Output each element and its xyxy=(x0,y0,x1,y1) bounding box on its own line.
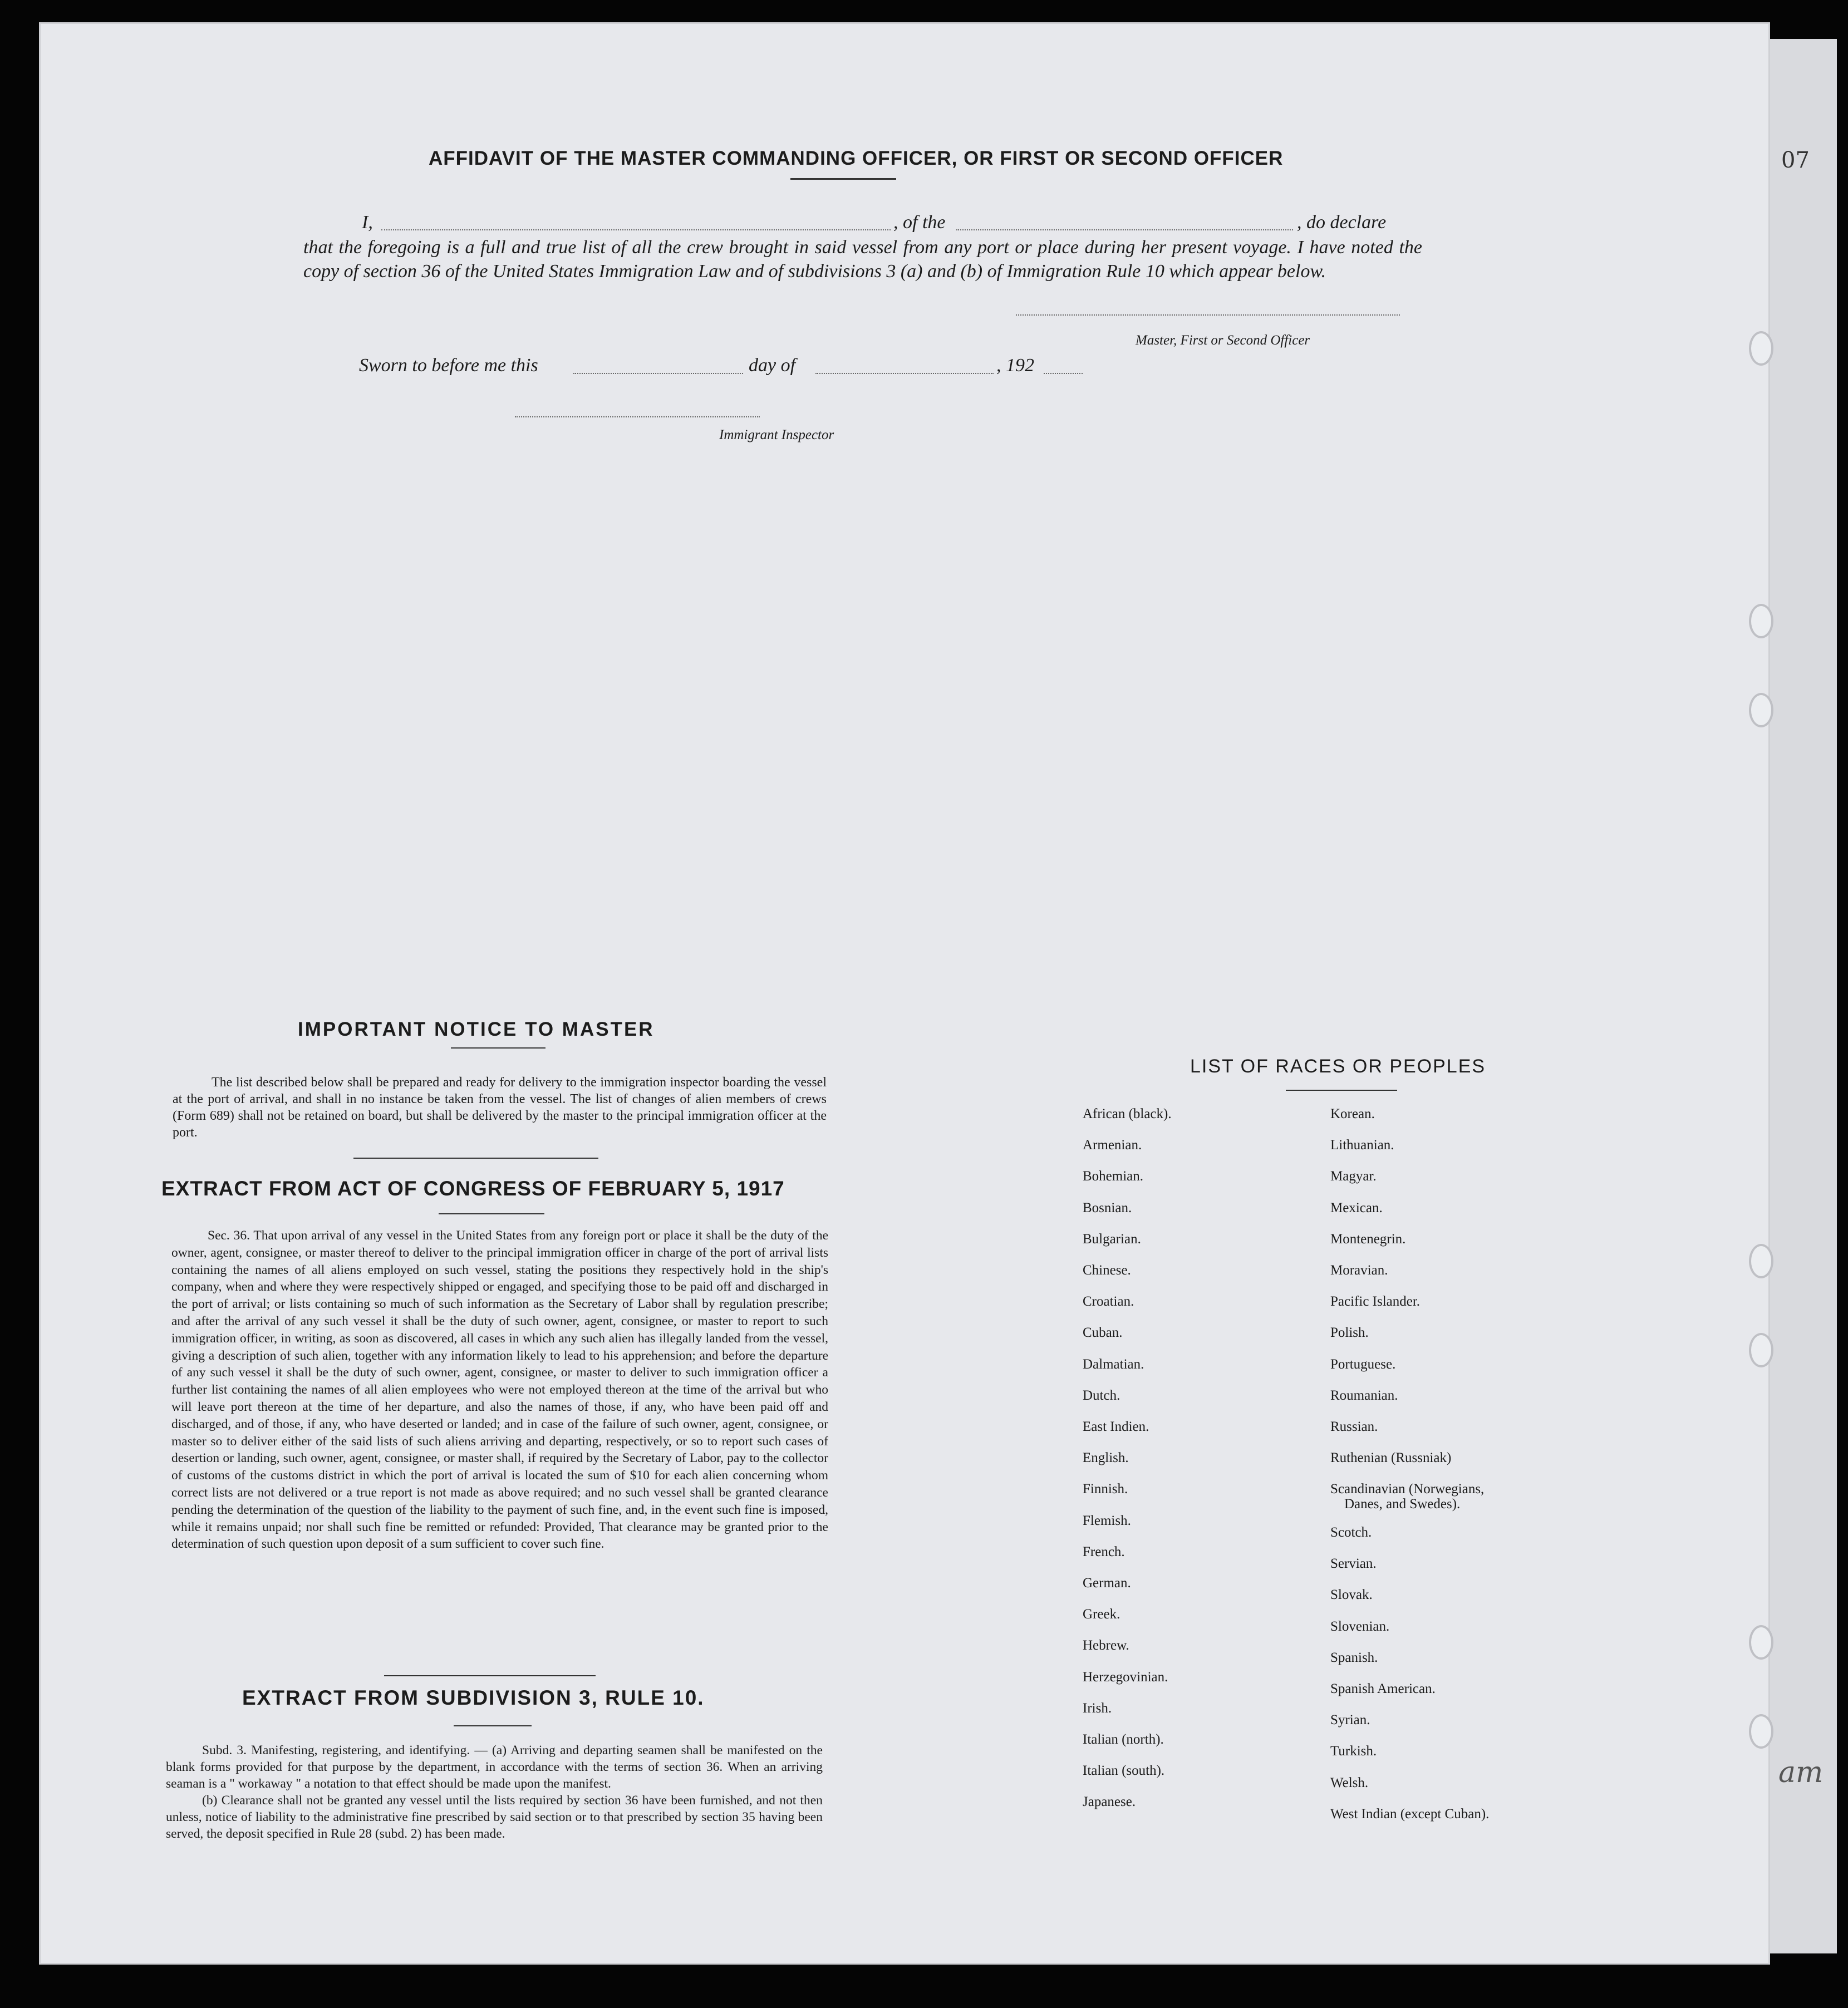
title-underline xyxy=(790,178,896,180)
name-blank xyxy=(381,229,891,230)
race-item: Spanish. xyxy=(1330,1650,1378,1665)
race-item: Turkish. xyxy=(1330,1744,1377,1759)
race-item: Hebrew. xyxy=(1083,1638,1129,1653)
affidavit-title: AFFIDAVIT OF THE MASTER COMMANDING OFFICER, OR FIRST OR SECOND OFFICER xyxy=(429,147,1284,169)
sworn-month-blank xyxy=(815,373,994,374)
notice-text: The list described below shall be prepared and ready for delivery to the immigration inspector boarding the vessel at the port of arrival, and shall in no instance be taken from the vessel. The list of changes of alien members of crews (Form 689) shall not be retained on board, but shall be delivered by the master to the principal immigration officer at the port. xyxy=(173,1075,827,1140)
race-item: Cuban. xyxy=(1083,1325,1123,1341)
race-item: Mexican. xyxy=(1330,1200,1383,1215)
race-item: English. xyxy=(1083,1450,1129,1466)
race-item: German. xyxy=(1083,1576,1131,1591)
sworn-day-blank xyxy=(573,373,743,374)
race-item: Portuguese. xyxy=(1330,1356,1396,1372)
race-item: African (black). xyxy=(1083,1106,1172,1121)
race-item: Finnish. xyxy=(1083,1482,1128,1497)
race-item: Pacific Islander. xyxy=(1330,1294,1421,1310)
sworn-text: Sworn to before me this xyxy=(359,355,538,376)
binder-hole xyxy=(1749,1333,1773,1367)
race-item: Chinese. xyxy=(1083,1263,1131,1278)
race-item: Servian. xyxy=(1330,1556,1377,1572)
race-item: Montenegrin. xyxy=(1330,1231,1406,1247)
handwritten-mark: am xyxy=(1778,1756,1824,1789)
sworn-day-of: day of xyxy=(749,355,796,376)
race-item: Scotch. xyxy=(1330,1524,1372,1540)
race-item: Scandinavian (Norwegians, xyxy=(1330,1482,1485,1497)
race-item: Ruthenian (Russniak) xyxy=(1330,1450,1452,1466)
declare-end: , do declare xyxy=(1297,212,1387,233)
race-item: Slovenian. xyxy=(1330,1618,1390,1634)
binder-hole xyxy=(1749,1714,1773,1749)
race-item: Lithuanian. xyxy=(1330,1138,1394,1153)
race-item: Roumanian. xyxy=(1330,1387,1398,1403)
binder-hole xyxy=(1749,331,1773,366)
races-underline xyxy=(1286,1090,1397,1091)
race-item: Bulgarian. xyxy=(1083,1231,1141,1247)
race-item: Japanese. xyxy=(1083,1794,1136,1810)
declare-i: I, xyxy=(362,212,373,233)
declare-of-the: , of the xyxy=(893,212,946,233)
act-title: EXTRACT FROM ACT OF CONGRESS OF FEBRUARY 5, 1917 xyxy=(161,1177,785,1200)
act-divider xyxy=(384,1675,596,1676)
race-item: West Indian (except Cuban). xyxy=(1330,1806,1490,1822)
race-item: Danes, and Swedes). xyxy=(1344,1497,1461,1512)
binder-hole xyxy=(1749,1625,1773,1660)
subdivision-para-b: (b) Clearance shall not be granted any vessel until the lists required by section 36 have been furnished, and not then unless, notice of liability to the administrative fine prescribed by said section or to that prescribed by section 35 having been served, the deposit specified in Rule 28 (subd. 2) has been made. xyxy=(166,1793,823,1841)
vessel-blank xyxy=(956,229,1293,230)
race-item: Herzegovinian. xyxy=(1083,1669,1168,1685)
race-item: Magyar. xyxy=(1330,1169,1377,1184)
subdivision-underline xyxy=(454,1725,532,1726)
race-item: Syrian. xyxy=(1330,1712,1370,1728)
declaration-text: that the foregoing is a full and true list of all the crew brought in said vessel from any port or place during her present voyage. I have noted the copy of section 36 of the United States Immigration Law and of subdivisions 3 (a) and (b) of Immigration Rule 10 which appear below. xyxy=(303,237,1422,282)
master-signature-label: Master, First or Second Officer xyxy=(1136,333,1310,348)
race-item: Russian. xyxy=(1330,1419,1378,1434)
inspector-signature-blank xyxy=(515,416,760,417)
page-number-mark: 07 xyxy=(1781,147,1810,173)
binder-hole xyxy=(1749,604,1773,638)
race-item: Dutch. xyxy=(1083,1387,1120,1403)
races-title: LIST OF RACES OR PEOPLES xyxy=(1190,1056,1486,1077)
race-item: Spanish American. xyxy=(1330,1681,1436,1696)
race-item: Irish. xyxy=(1083,1700,1112,1716)
sworn-year: , 192 xyxy=(996,355,1034,376)
inspector-signature-label: Immigrant Inspector xyxy=(719,427,834,442)
subdivision-title: EXTRACT FROM SUBDIVISION 3, RULE 10. xyxy=(242,1686,705,1709)
race-item: Welsh. xyxy=(1330,1775,1369,1790)
race-item: Italian (south). xyxy=(1083,1763,1165,1779)
race-item: Italian (north). xyxy=(1083,1732,1164,1747)
race-item: Croatian. xyxy=(1083,1294,1134,1310)
act-underline xyxy=(439,1213,544,1214)
race-item: Armenian. xyxy=(1083,1138,1142,1153)
race-item: Bohemian. xyxy=(1083,1169,1144,1184)
race-item: Flemish. xyxy=(1083,1513,1131,1528)
race-item: Korean. xyxy=(1330,1106,1375,1121)
act-section-text: Sec. 36. That upon arrival of any vessel in the United States from any foreign port or place it shall be the duty of the owner, agent, consignee, or master thereof to deliver to the principal immigration officer in charge of the port of arrival lists containing the names of all aliens employed on such vessel, stating the positions they respectively hold in the ship's company, when and where they were respectively shipped or engaged, and specifying those to be paid off and discharged in the port of arrival; or lists containing so much of such information as the Secretary of Labor shall by regulation prescribe; and after the arrival of any such vessel it shall be the duty of such owner, agent, consignee, or master to report to such immigration officer, in writing, as soon as discovered, all cases in which any such alien has illegally landed from the vessel, giving a description of such alien, together with any information likely to lead to his apprehension; and before the departure of any such vessel it shall be the duty of such owner, agent, consignee, or master to deliver to such immigration officer a further list containing the names of all alien employees who were not employed thereon at the time of the arrival but who will leave port thereon at the time of her departure, and also the names of those, if any, who have been paid off and discharged, and of those, if any, who have deserted or landed; and in case of the failure of such owner, agent, consignee, or master so to deliver either of the said lists of such aliens arriving and departing, respectively, or so to report such cases of desertion or landing, such owner, agent, consignee, or master shall, if required by the Secretary of Labor, pay to the collector of customs of the customs district in which the port of arrival is located the sum of $10 for each alien concerning whom correct lists are not delivered or a true report is not made as above required; and no such vessel shall be granted clearance pending the determination of the question of the liability to the payment of such fine, and, in the event such fine is imposed, while it remains unpaid; nor shall such fine be remitted or refunded: Provided, That clearance may be granted prior to the determination of such question upon deposit of a sum sufficient to cover such fine. xyxy=(171,1228,828,1552)
race-item: Dalmatian. xyxy=(1083,1356,1144,1372)
notice-underline xyxy=(451,1047,545,1049)
race-item: Polish. xyxy=(1330,1325,1369,1341)
master-signature-blank xyxy=(1016,314,1400,316)
race-item: Slovak. xyxy=(1330,1587,1373,1603)
race-item: Bosnian. xyxy=(1083,1200,1132,1215)
subdivision-para-a: Subd. 3. Manifesting, registering, and identifying. — (a) Arriving and departing seamen shall be manifested on the blank forms provided for that purpose by the department, in accordance with the terms of section 36. When an arriving seaman is a " workaway " a notation to that effect should be made upon the manifest. xyxy=(166,1743,823,1791)
race-item: East Indien. xyxy=(1083,1419,1149,1434)
sworn-year-blank xyxy=(1044,373,1083,374)
race-item: French. xyxy=(1083,1544,1125,1559)
race-item: Moravian. xyxy=(1330,1263,1388,1278)
notice-title: IMPORTANT NOTICE TO MASTER xyxy=(298,1018,655,1040)
binder-hole xyxy=(1749,693,1773,727)
race-item: Greek. xyxy=(1083,1607,1120,1622)
document-page xyxy=(39,22,1770,1965)
binder-hole xyxy=(1749,1244,1773,1278)
declare-line xyxy=(362,210,1419,234)
notice-divider xyxy=(353,1158,598,1159)
underlying-page-edge xyxy=(1770,39,1837,1953)
subdivision-text xyxy=(166,1742,823,1842)
